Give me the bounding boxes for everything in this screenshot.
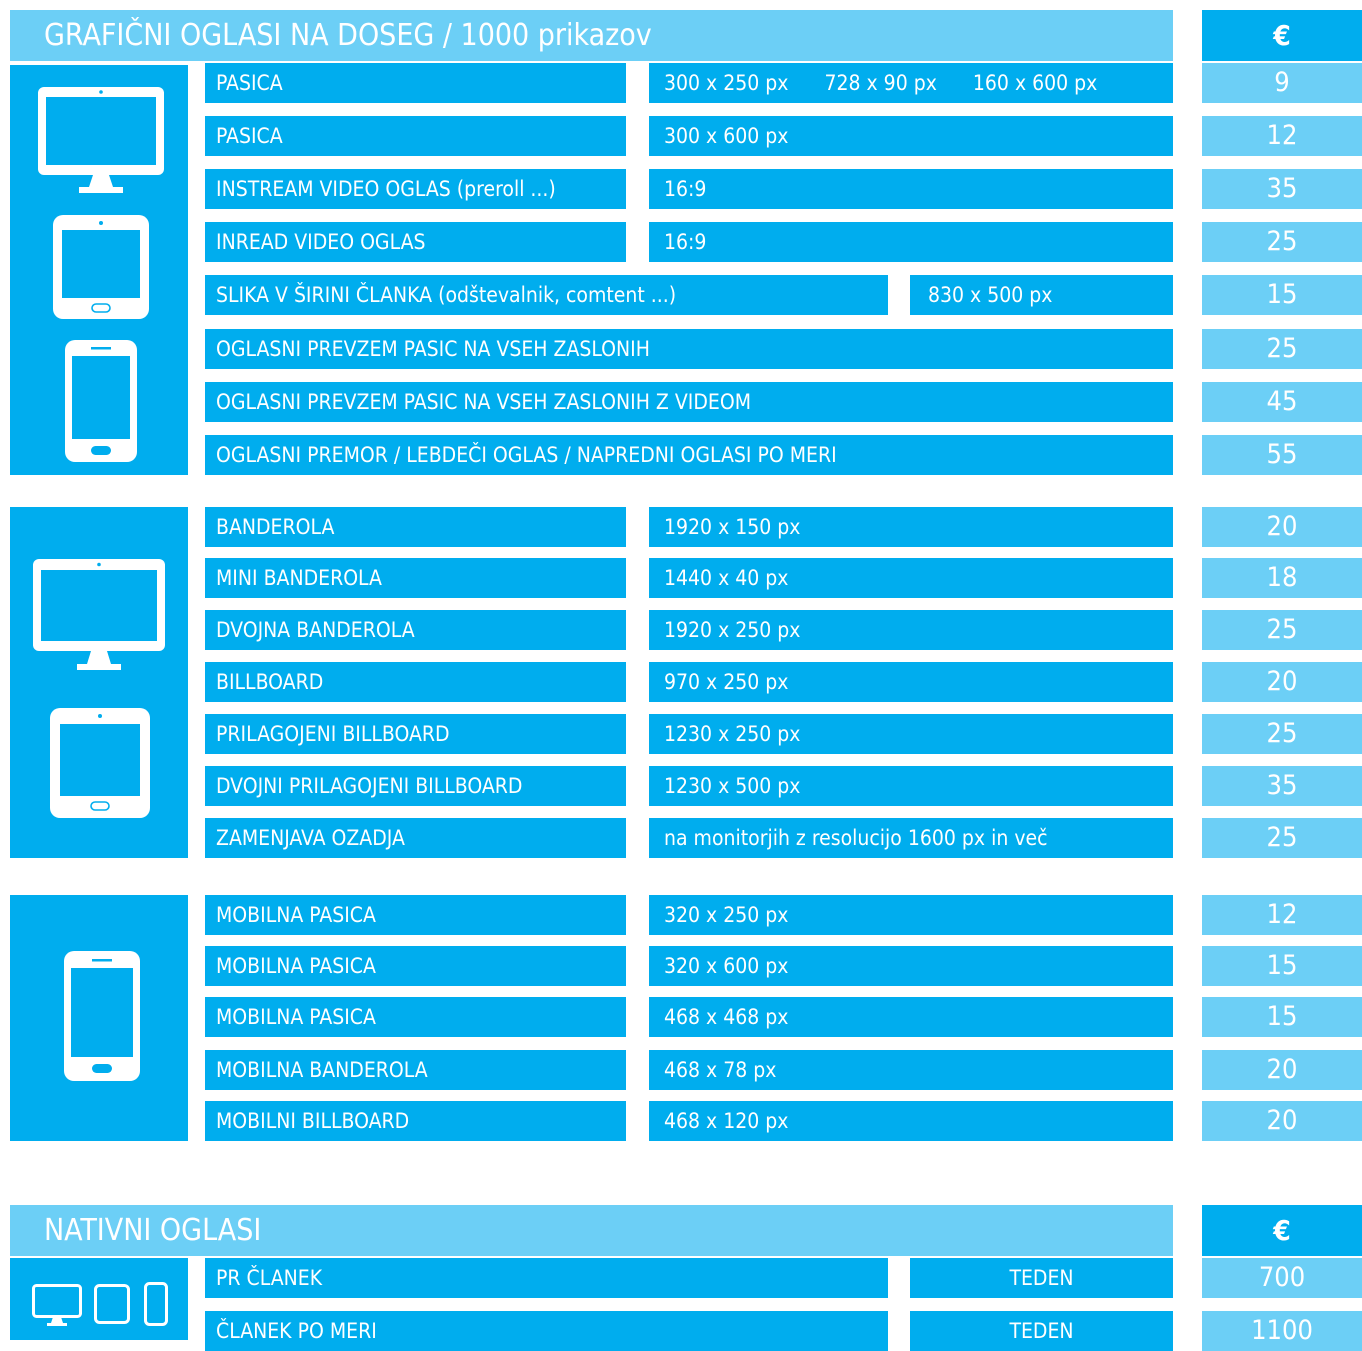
row-price: 15: [1202, 997, 1362, 1037]
row-price: 25: [1202, 222, 1362, 262]
tablet-icon: [94, 1284, 130, 1324]
phone-icon: [65, 340, 137, 462]
row-label: MOBILNI BILLBOARD: [205, 1101, 626, 1141]
tablet-icon: [53, 215, 149, 319]
row-label: ČLANEK PO MERI: [205, 1311, 888, 1351]
row-price: 12: [1202, 116, 1362, 156]
device-icons-panel: [10, 895, 188, 1141]
dimension: 728 x 90 px: [824, 71, 937, 95]
row-label: MINI BANDEROLA: [205, 558, 626, 598]
row-dimensions: 468 x 78 px: [649, 1050, 1173, 1090]
device-icons-panel: [10, 65, 188, 475]
row-dimensions: 970 x 250 px: [649, 662, 1173, 702]
row-dimensions: 1440 x 40 px: [649, 558, 1173, 598]
row-dimensions: [649, 63, 1173, 103]
row-dimensions: 1230 x 500 px: [649, 766, 1173, 806]
tablet-icon: [50, 708, 150, 818]
row-price: 25: [1202, 714, 1362, 754]
dimension: 160 x 600 px: [972, 71, 1098, 95]
row-label: MOBILNA PASICA: [205, 997, 626, 1037]
device-icons-panel: [10, 1258, 188, 1340]
row-price: 20: [1202, 507, 1362, 547]
row-label: INSTREAM VIDEO OGLAS (preroll ...): [205, 169, 626, 209]
phone-icon: [144, 1282, 168, 1326]
row-period: TEDEN: [910, 1258, 1173, 1298]
row-price: 20: [1202, 1101, 1362, 1141]
section-header-native-ads: [10, 1205, 1173, 1256]
row-label: PRILAGOJENI BILLBOARD: [205, 714, 626, 754]
row-label: INREAD VIDEO OGLAS: [205, 222, 626, 262]
row-price: 55: [1202, 435, 1362, 475]
row-dimensions: 1920 x 150 px: [649, 507, 1173, 547]
row-label: BILLBOARD: [205, 662, 626, 702]
row-dimensions: na monitorjih z resolucijo 1600 px in več: [649, 818, 1173, 858]
row-label: PR ČLANEK: [205, 1258, 888, 1298]
row-label: DVOJNI PRILAGOJENI BILLBOARD: [205, 766, 626, 806]
row-label: PASICA: [205, 63, 626, 103]
desktop-icon: [32, 1284, 82, 1328]
row-price: 15: [1202, 275, 1362, 315]
row-label: OGLASNI PREVZEM PASIC NA VSEH ZASLONIH: [205, 329, 1173, 369]
row-price: 12: [1202, 895, 1362, 935]
desktop-icon: [38, 87, 164, 197]
row-label: OGLASNI PREMOR / LEBDEČI OGLAS / NAPREDNI OGLASI PO MERI: [205, 435, 1173, 475]
row-label: DVOJNA BANDEROLA: [205, 610, 626, 650]
row-label: OGLASNI PREVZEM PASIC NA VSEH ZASLONIH Z VIDEOM: [205, 382, 1173, 422]
row-price: 20: [1202, 662, 1362, 702]
desktop-icon: [33, 559, 165, 675]
row-label: MOBILNA PASICA: [205, 895, 626, 935]
phone-icon: [64, 951, 140, 1081]
row-label: MOBILNA BANDEROLA: [205, 1050, 626, 1090]
row-price: 15: [1202, 946, 1362, 986]
device-icons-panel: [10, 507, 188, 858]
currency-header: €: [1202, 1205, 1362, 1256]
row-price: 20: [1202, 1050, 1362, 1090]
section-title: NATIVNI OGLASI: [44, 1213, 262, 1248]
row-price: 25: [1202, 329, 1362, 369]
row-label: MOBILNA PASICA: [205, 946, 626, 986]
row-dimensions: 468 x 120 px: [649, 1101, 1173, 1141]
row-price: 18: [1202, 558, 1362, 598]
row-dimensions: 300 x 600 px: [649, 116, 1173, 156]
dimension: 300 x 250 px: [664, 71, 789, 95]
row-label: BANDEROLA: [205, 507, 626, 547]
row-price: 25: [1202, 818, 1362, 858]
row-label: SLIKA V ŠIRINI ČLANKA (odštevalnik, comtent ...): [205, 275, 888, 315]
row-price: 35: [1202, 169, 1362, 209]
row-period: TEDEN: [910, 1311, 1173, 1351]
row-price: 35: [1202, 766, 1362, 806]
row-dimensions: 1920 x 250 px: [649, 610, 1173, 650]
row-price: 1100: [1202, 1311, 1362, 1351]
row-price: 700: [1202, 1258, 1362, 1298]
row-dimensions: 830 x 500 px: [910, 275, 1173, 315]
row-price: 9: [1202, 63, 1362, 103]
row-dimensions: 468 x 468 px: [649, 997, 1173, 1037]
row-price: 45: [1202, 382, 1362, 422]
section-header-display-ads: [10, 10, 1173, 61]
row-dimensions: 320 x 250 px: [649, 895, 1173, 935]
row-dimensions: 1230 x 250 px: [649, 714, 1173, 754]
row-label: PASICA: [205, 116, 626, 156]
currency-header: €: [1202, 10, 1362, 61]
row-dimensions: 16:9: [649, 222, 1173, 262]
row-dimensions: 320 x 600 px: [649, 946, 1173, 986]
row-label: ZAMENJAVA OZADJA: [205, 818, 626, 858]
section-title: GRAFIČNI OGLASI NA DOSEG / 1000 prikazov: [44, 18, 652, 53]
row-dimensions: 16:9: [649, 169, 1173, 209]
row-price: 25: [1202, 610, 1362, 650]
